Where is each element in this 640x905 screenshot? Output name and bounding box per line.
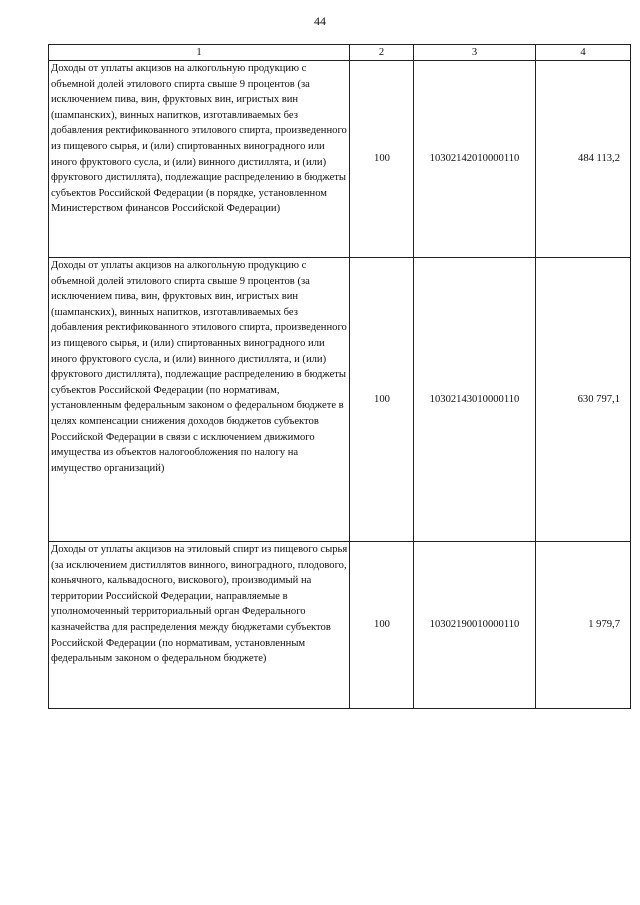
- row-kbk-code: 10302143010000110: [414, 258, 536, 542]
- revenue-table: [48, 44, 631, 709]
- row-amount: 484 113,2: [536, 61, 631, 258]
- row-amount: 630 797,1: [536, 258, 631, 542]
- table-row: [49, 61, 631, 258]
- row-admin-code: 100: [350, 258, 414, 542]
- column-header-2: 2: [350, 45, 414, 61]
- row-admin-code: 100: [350, 61, 414, 258]
- column-header-3: 3: [414, 45, 536, 61]
- row-amount: 1 979,7: [536, 542, 631, 709]
- column-header-1: 1: [49, 45, 350, 61]
- row-kbk-code: 10302190010000110: [414, 542, 536, 709]
- row-description: Доходы от уплаты акцизов на алкогольную продукцию с объемной долей этилового спирта свыше 9 процентов (за исключением пива, вин, фруктовых вин, игристых вин (шампанских), винных напитков, изготавливаемых без добавления ректификованного этилового спирта, произведенного из пищевого сырья, и (или) спиртованных виноградного или иного фруктового сусла, и (или) винного дистиллята, и (или) фруктового дистиллята), подлежащие распределению в бюджеты субъектов Российской Федерации (в порядке, установленном Министерством финансов Российской Федерации): [49, 61, 350, 258]
- row-description: Доходы от уплаты акцизов на этиловый спирт из пищевого сырья (за исключением дистиллятов винного, виноградного, плодового, коньячного, кальвадосного, вискового), производимый на территории Российской Федерации, направляемые в уполномоченный территориальный орган Федерального казначейства для распределения между бюджетами субъектов Российской Федерации (по нормативам, установленным федеральным законом о федеральном бюджете): [49, 542, 350, 709]
- table-header-row: [49, 45, 631, 61]
- row-kbk-code: 10302142010000110: [414, 61, 536, 258]
- row-admin-code: 100: [350, 542, 414, 709]
- table-row: [49, 542, 631, 709]
- row-description: Доходы от уплаты акцизов на алкогольную продукцию с объемной долей этилового спирта свыше 9 процентов (за исключением пива, вин, фруктовых вин, игристых вин (шампанских), винных напитков, изготавливаемых без добавления ректификованного этилового спирта, произведенного из пищевого сырья, и (или) спиртованных виноградного или иного фруктового сусла, и (или) винного дистиллята, и (или) фруктового дистиллята), подлежащие распределению в бюджеты субъектов Российской Федерации (по нормативам, установленным федеральным законом о федеральном бюджете в целях компенсации снижения доходов бюджетов субъектов Российской Федерации в связи с исключением движимого имущества из объектов налогообложения по налогу на имущество организаций): [49, 258, 350, 542]
- column-header-4: 4: [536, 45, 631, 61]
- table-row: [49, 258, 631, 542]
- page-number: 44: [314, 14, 326, 28]
